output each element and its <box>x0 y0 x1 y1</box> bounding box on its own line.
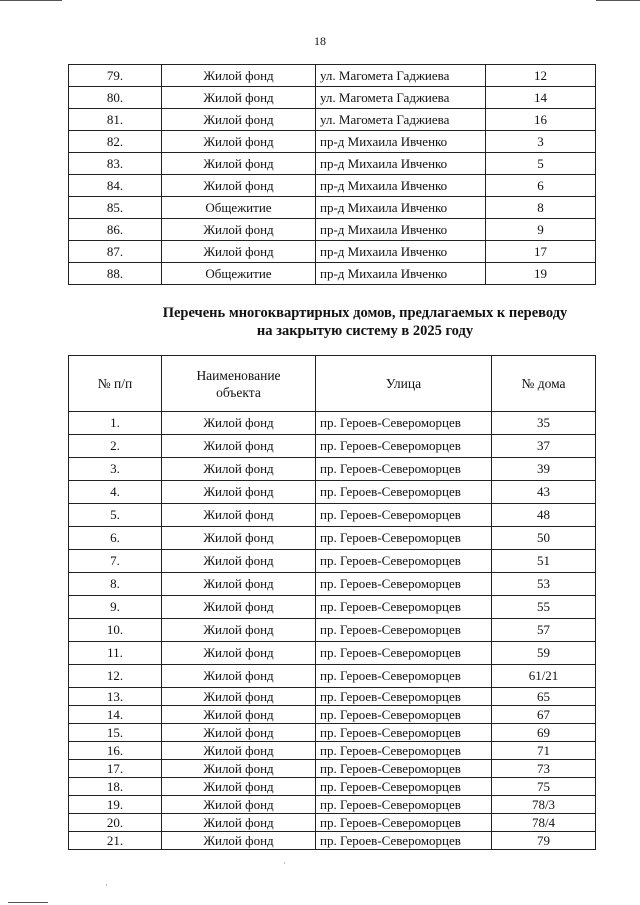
cell-number: 80. <box>69 87 162 109</box>
scan-mark: · <box>105 880 108 890</box>
table-row <box>69 219 596 241</box>
cell-street: пр. Героев-Североморцев <box>316 458 492 481</box>
cell-street: пр. Героев-Североморцев <box>316 619 492 642</box>
cell-object: Жилой фонд <box>162 481 316 504</box>
cell-house: 75 <box>492 778 596 796</box>
table-header-row <box>69 356 596 412</box>
cell-house: 61/21 <box>492 665 596 688</box>
continued-house-table-body <box>69 65 596 285</box>
cell-street: ул. Магомета Гаджиева <box>316 87 486 109</box>
cell-object: Жилой фонд <box>162 458 316 481</box>
cell-object: Жилой фонд <box>162 241 316 263</box>
cell-house: 48 <box>492 504 596 527</box>
cell-number: 18. <box>69 778 162 796</box>
cell-street: пр-д Михаила Ивченко <box>316 241 486 263</box>
cell-number: 20. <box>69 814 162 832</box>
table-row <box>69 760 596 778</box>
cell-object: Жилой фонд <box>162 706 316 724</box>
cell-street: пр. Героев-Североморцев <box>316 435 492 458</box>
cell-object: Жилой фонд <box>162 619 316 642</box>
table-row <box>69 573 596 596</box>
cell-street: ул. Магомета Гаджиева <box>316 109 486 131</box>
cell-street: пр-д Михаила Ивченко <box>316 219 486 241</box>
table-row <box>69 665 596 688</box>
cell-object: Жилой фонд <box>162 550 316 573</box>
cell-house: 67 <box>492 706 596 724</box>
scan-mark: · <box>283 858 286 868</box>
cell-number: 84. <box>69 175 162 197</box>
table-row <box>69 175 596 197</box>
cell-street: пр. Героев-Североморцев <box>316 665 492 688</box>
cell-object: Общежитие <box>162 263 316 285</box>
cell-object: Жилой фонд <box>162 109 316 131</box>
table-row <box>69 412 596 435</box>
cell-house: 53 <box>492 573 596 596</box>
cell-number: 6. <box>69 527 162 550</box>
cell-number: 8. <box>69 573 162 596</box>
table-row <box>69 109 596 131</box>
header-object <box>162 356 316 412</box>
cell-house: 19 <box>486 263 596 285</box>
table-row <box>69 197 596 219</box>
cell-house: 8 <box>486 197 596 219</box>
cell-object: Жилой фонд <box>162 65 316 87</box>
cell-street: пр. Героев-Североморцев <box>316 760 492 778</box>
cell-street: пр-д Михаила Ивченко <box>316 131 486 153</box>
cell-house: 17 <box>486 241 596 263</box>
cell-street: пр. Героев-Североморцев <box>316 814 492 832</box>
cell-street: пр. Героев-Североморцев <box>316 706 492 724</box>
cell-house: 39 <box>492 458 596 481</box>
table-row <box>69 241 596 263</box>
cell-street: пр. Героев-Североморцев <box>316 832 492 850</box>
cell-street: пр. Героев-Североморцев <box>316 642 492 665</box>
cell-object: Жилой фонд <box>162 665 316 688</box>
cell-house: 71 <box>492 742 596 760</box>
cell-object: Жилой фонд <box>162 153 316 175</box>
cell-number: 3. <box>69 458 162 481</box>
cell-house: 51 <box>492 550 596 573</box>
header-street: Улица <box>316 356 492 412</box>
cell-house: 78/3 <box>492 796 596 814</box>
cell-object: Жилой фонд <box>162 527 316 550</box>
page-number: 18 <box>314 34 326 48</box>
cell-object: Жилой фонд <box>162 412 316 435</box>
header-number: № п/п <box>69 356 162 412</box>
cell-number: 14. <box>69 706 162 724</box>
cell-object: Жилой фонд <box>162 796 316 814</box>
cell-house: 79 <box>492 832 596 850</box>
cell-house: 5 <box>486 153 596 175</box>
table-row <box>69 778 596 796</box>
cell-street: пр-д Михаила Ивченко <box>316 197 486 219</box>
bottom-left-rule <box>8 902 48 903</box>
cell-house: 12 <box>486 65 596 87</box>
table-row <box>69 458 596 481</box>
cell-number: 19. <box>69 796 162 814</box>
cell-object: Жилой фонд <box>162 504 316 527</box>
cell-house: 50 <box>492 527 596 550</box>
section-heading-line-2: на закрытую систему в 2025 году <box>256 323 474 339</box>
cell-number: 9. <box>69 596 162 619</box>
table-row <box>69 153 596 175</box>
table-row <box>69 688 596 706</box>
cell-house: 16 <box>486 109 596 131</box>
cell-house: 6 <box>486 175 596 197</box>
cell-number: 79. <box>69 65 162 87</box>
cell-house: 9 <box>486 219 596 241</box>
cell-house: 59 <box>492 642 596 665</box>
cell-street: пр. Героев-Североморцев <box>316 778 492 796</box>
cell-object: Жилой фонд <box>162 642 316 665</box>
header-object-line-2: объекта <box>216 384 261 400</box>
cell-house: 3 <box>486 131 596 153</box>
header-object-line-1: Наименование <box>196 367 281 383</box>
cell-object: Жилой фонд <box>162 778 316 796</box>
table-row <box>69 742 596 760</box>
cell-number: 81. <box>69 109 162 131</box>
cell-number: 12. <box>69 665 162 688</box>
cell-street: пр-д Михаила Ивченко <box>316 153 486 175</box>
table-row <box>69 642 596 665</box>
table-row <box>69 435 596 458</box>
cell-number: 2. <box>69 435 162 458</box>
table-row <box>69 724 596 742</box>
table-row <box>69 65 596 87</box>
cell-number: 16. <box>69 742 162 760</box>
cell-house: 65 <box>492 688 596 706</box>
table-row <box>69 619 596 642</box>
table-row <box>69 263 596 285</box>
cell-object: Жилой фонд <box>162 175 316 197</box>
section-heading-line-1: Перечень многоквартирных домов, предлагаемых к переводу <box>162 305 568 321</box>
cell-object: Жилой фонд <box>162 87 316 109</box>
cell-street: пр. Героев-Североморцев <box>316 504 492 527</box>
cell-street: пр. Героев-Североморцев <box>316 796 492 814</box>
top-left-rule <box>0 0 62 1</box>
cell-number: 4. <box>69 481 162 504</box>
cell-number: 82. <box>69 131 162 153</box>
table-row <box>69 550 596 573</box>
cell-house: 37 <box>492 435 596 458</box>
cell-number: 83. <box>69 153 162 175</box>
table-row <box>69 814 596 832</box>
table-row <box>69 131 596 153</box>
cell-object: Жилой фонд <box>162 131 316 153</box>
cell-object: Жилой фонд <box>162 814 316 832</box>
cell-street: пр-д Михаила Ивченко <box>316 263 486 285</box>
house-list-2025-table-body <box>69 412 596 850</box>
cell-house: 55 <box>492 596 596 619</box>
cell-street: ул. Магомета Гаджиева <box>316 65 486 87</box>
cell-object: Жилой фонд <box>162 596 316 619</box>
table-row <box>69 832 596 850</box>
cell-house: 73 <box>492 760 596 778</box>
cell-street: пр. Героев-Североморцев <box>316 550 492 573</box>
cell-street: пр. Героев-Североморцев <box>316 412 492 435</box>
cell-number: 10. <box>69 619 162 642</box>
cell-object: Жилой фонд <box>162 832 316 850</box>
cell-object: Жилой фонд <box>162 742 316 760</box>
cell-number: 11. <box>69 642 162 665</box>
cell-object: Жилой фонд <box>162 724 316 742</box>
cell-number: 7. <box>69 550 162 573</box>
cell-street: пр. Героев-Североморцев <box>316 742 492 760</box>
table-row <box>69 87 596 109</box>
cell-street: пр. Героев-Североморцев <box>316 481 492 504</box>
cell-house: 35 <box>492 412 596 435</box>
cell-number: 5. <box>69 504 162 527</box>
table-row <box>69 504 596 527</box>
cell-street: пр. Героев-Североморцев <box>316 527 492 550</box>
cell-number: 15. <box>69 724 162 742</box>
cell-number: 88. <box>69 263 162 285</box>
cell-object: Жилой фонд <box>162 573 316 596</box>
cell-house: 43 <box>492 481 596 504</box>
cell-street: пр. Героев-Североморцев <box>316 724 492 742</box>
cell-object: Жилой фонд <box>162 688 316 706</box>
cell-number: 85. <box>69 197 162 219</box>
house-list-2025-table <box>68 355 596 850</box>
cell-number: 21. <box>69 832 162 850</box>
top-right-rule <box>596 0 640 1</box>
cell-object: Жилой фонд <box>162 435 316 458</box>
table-row <box>69 706 596 724</box>
cell-street: пр-д Михаила Ивченко <box>316 175 486 197</box>
cell-number: 86. <box>69 219 162 241</box>
cell-house: 69 <box>492 724 596 742</box>
cell-street: пр. Героев-Североморцев <box>316 688 492 706</box>
cell-object: Жилой фонд <box>162 219 316 241</box>
cell-object: Общежитие <box>162 197 316 219</box>
cell-number: 17. <box>69 760 162 778</box>
table-row <box>69 481 596 504</box>
cell-house: 78/4 <box>492 814 596 832</box>
cell-street: пр. Героев-Североморцев <box>316 596 492 619</box>
table-row <box>69 596 596 619</box>
table-row <box>69 527 596 550</box>
continued-house-table <box>68 64 596 285</box>
cell-street: пр. Героев-Североморцев <box>316 573 492 596</box>
table-row <box>69 796 596 814</box>
cell-number: 1. <box>69 412 162 435</box>
header-house: № дома <box>492 356 596 412</box>
cell-object: Жилой фонд <box>162 760 316 778</box>
cell-number: 87. <box>69 241 162 263</box>
section-heading <box>140 304 590 340</box>
cell-number: 13. <box>69 688 162 706</box>
cell-house: 57 <box>492 619 596 642</box>
cell-house: 14 <box>486 87 596 109</box>
